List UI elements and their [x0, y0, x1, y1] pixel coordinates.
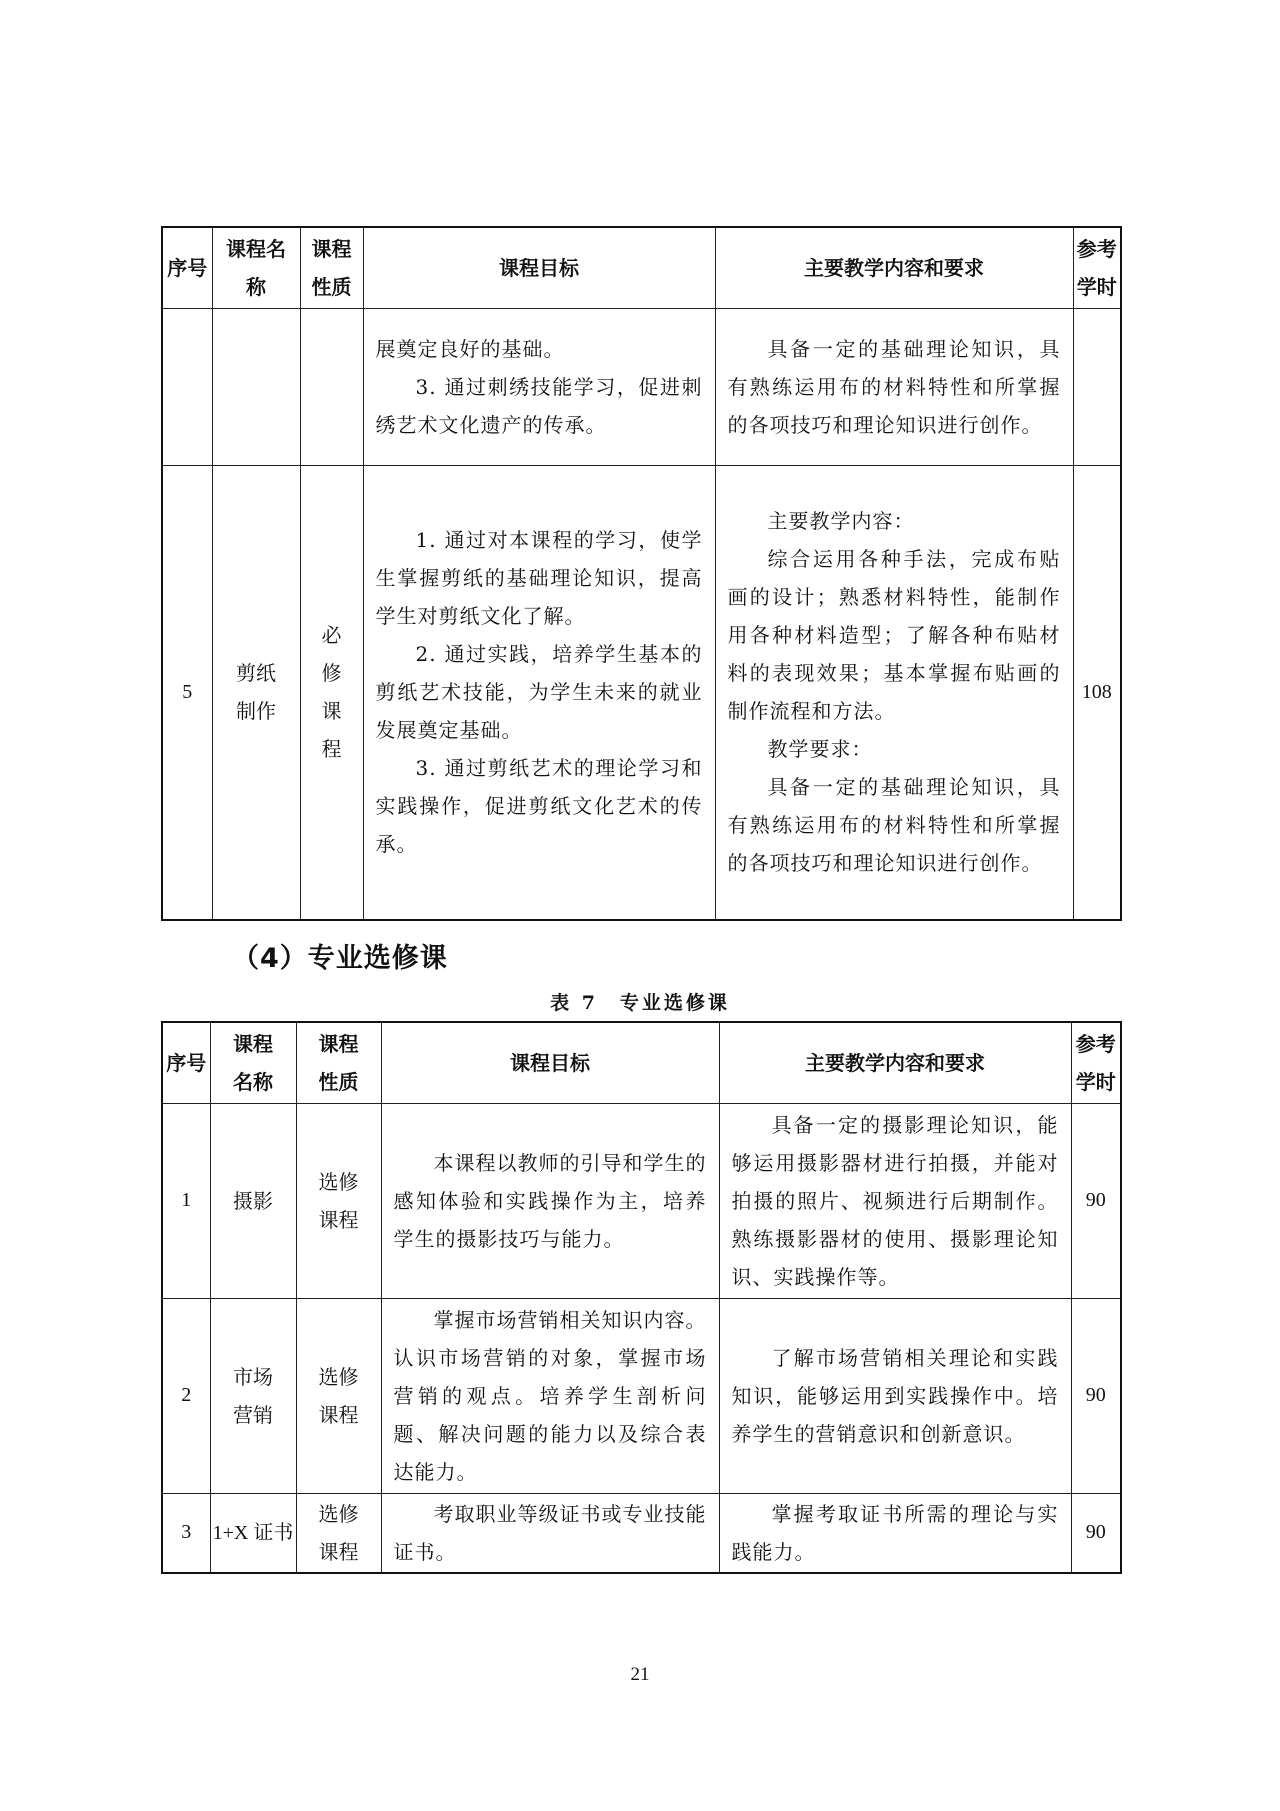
- header-name: 课程名 称: [212, 227, 300, 308]
- cell-num: [162, 308, 212, 465]
- header-hours: 参考 学时: [1071, 1022, 1121, 1103]
- cell-content: 掌握考取证书所需的理论与实践能力。: [719, 1493, 1071, 1573]
- cell-goal: 掌握市场营销相关知识内容。认识市场营销的对象，掌握市场营销的观点。培养学生剖析问题、解决问题的能力以及综合表达能力。: [381, 1298, 719, 1493]
- cell-num: 1: [162, 1103, 210, 1298]
- cell-name: 1+X 证书: [210, 1493, 296, 1573]
- cell-name: 摄影: [210, 1103, 296, 1298]
- cell-nature: [300, 308, 363, 465]
- header-goal: 课程目标: [363, 227, 715, 308]
- header-goal: 课程目标: [381, 1022, 719, 1103]
- header-nature: 课程 性质: [296, 1022, 381, 1103]
- table-row: [162, 308, 1121, 465]
- cell-num: 3: [162, 1493, 210, 1573]
- course-table-elective: [161, 1021, 1122, 1574]
- cell-hours: 90: [1071, 1298, 1121, 1493]
- cell-goal: 考取职业等级证书或专业技能证书。: [381, 1493, 719, 1573]
- cell-nature: 选修 课程: [296, 1298, 381, 1493]
- cell-hours: 108: [1073, 465, 1121, 920]
- header-content: 主要教学内容和要求: [719, 1022, 1071, 1103]
- cell-content: 具备一定的摄影理论知识，能够运用摄影器材进行拍摄，并能对拍摄的照片、视频进行后期制作。熟练摄影器材的使用、摄影理论知识、实践操作等。: [719, 1103, 1071, 1298]
- cell-name: [212, 308, 300, 465]
- cell-nature: 选修 课程: [296, 1103, 381, 1298]
- cell-nature: 必 修 课 程: [300, 465, 363, 920]
- header-content: 主要教学内容和要求: [715, 227, 1073, 308]
- cell-content: 具备一定的基础理论知识，具有熟练运用布的材料特性和所掌握的各项技巧和理论知识进行创作。: [715, 308, 1073, 465]
- table-caption: 表 7 专业选修课: [550, 992, 730, 1014]
- header-nature: 课程 性质: [300, 227, 363, 308]
- cell-content: 主要教学内容： 综合运用各种手法，完成布贴画的设计；熟悉材料特性，能制作用各种材料造型；了解各种布贴材料的表现效果；基本掌握布贴画的制作流程和方法。 教学要求： 具备一定的基础理论知识，具有熟练运用布的材料特性和所掌握的各项技巧和理论知识进行创作。: [715, 465, 1073, 920]
- table-row: [162, 1493, 1121, 1573]
- header-num: 序号: [162, 227, 212, 308]
- cell-hours: 90: [1071, 1103, 1121, 1298]
- table-row: [162, 1298, 1121, 1493]
- cell-name: 市场 营销: [210, 1298, 296, 1493]
- cell-num: 5: [162, 465, 212, 920]
- table-row: [162, 1103, 1121, 1298]
- cell-goal: 展奠定良好的基础。 3. 通过刺绣技能学习，促进刺绣艺术文化遗产的传承。: [363, 308, 715, 465]
- cell-nature: 选修 课程: [296, 1493, 381, 1573]
- cell-num: 2: [162, 1298, 210, 1493]
- course-table-required: [161, 226, 1122, 921]
- table-row: [162, 465, 1121, 920]
- header-num: 序号: [162, 1022, 210, 1103]
- table-header-row: [162, 1022, 1121, 1103]
- cell-goal: 本课程以教师的引导和学生的感知体验和实践操作为主，培养学生的摄影技巧与能力。: [381, 1103, 719, 1298]
- cell-hours: [1073, 308, 1121, 465]
- cell-hours: 90: [1071, 1493, 1121, 1573]
- cell-name: 剪纸 制作: [212, 465, 300, 920]
- cell-goal: 1. 通过对本课程的学习，使学生掌握剪纸的基础理论知识，提高学生对剪纸文化了解。 2. 通过实践，培养学生基本的剪纸艺术技能，为学生未来的就业发展奠定基础。 3. 通过剪纸艺术的理论学习和实践操作，促进剪纸文化艺术的传承。: [363, 465, 715, 920]
- header-name: 课程 名称: [210, 1022, 296, 1103]
- table-header-row: [162, 227, 1121, 308]
- page-number: 21: [630, 1664, 650, 1685]
- section-heading: （4）专业选修课: [232, 943, 448, 974]
- cell-content: 了解市场营销相关理论和实践知识，能够运用到实践操作中。培养学生的营销意识和创新意识。: [719, 1298, 1071, 1493]
- header-hours: 参考 学时: [1073, 227, 1121, 308]
